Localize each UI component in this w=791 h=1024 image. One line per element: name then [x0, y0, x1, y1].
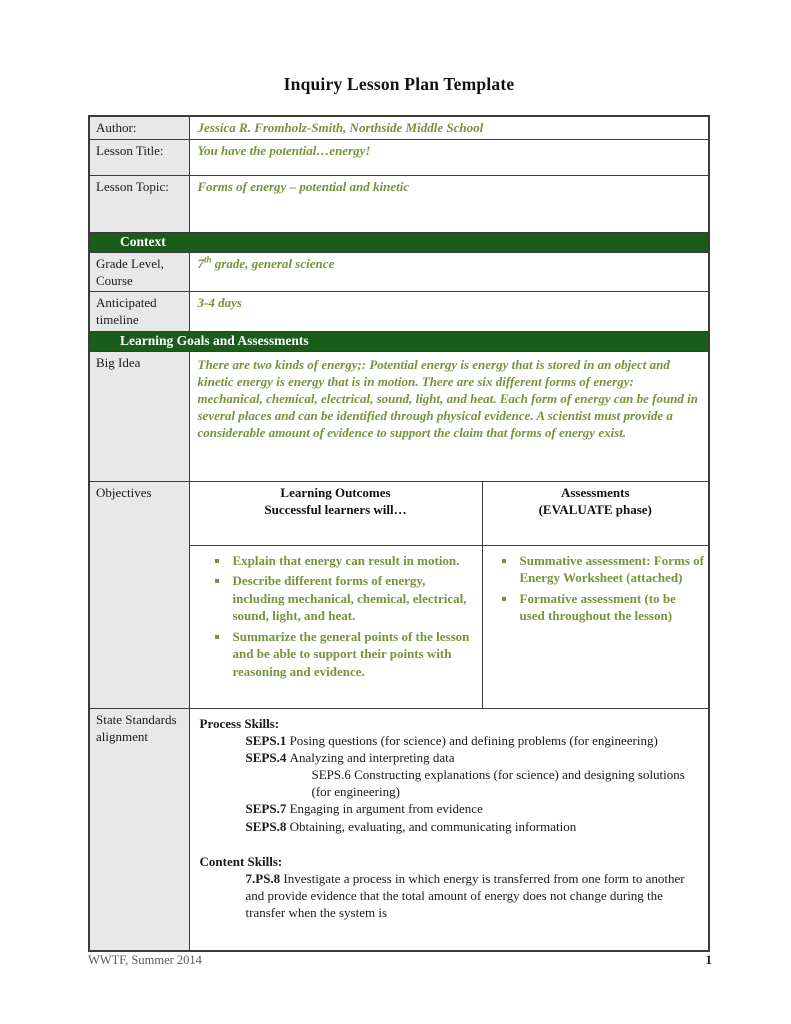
state-standards-label: State Standards alignment: [89, 708, 189, 951]
page-number: 1: [705, 952, 712, 967]
grade-number: 7: [197, 256, 204, 271]
standard-text: Investigate a process in which energy is transferred from one form to another and provide evidence that the total amount of energy does not change during the transfer when the system is: [245, 870, 685, 921]
context-header-text: Context: [89, 233, 709, 253]
standard-code: SEPS.7: [245, 801, 290, 817]
lesson-topic-label: Lesson Topic:: [89, 176, 189, 233]
timeline-row: [89, 292, 709, 331]
author-row: [89, 116, 709, 140]
lesson-plan-table: [88, 115, 710, 952]
learning-outcomes-subtitle: Successful learners will…: [264, 501, 407, 517]
objectives-nested-table: [190, 482, 709, 708]
lesson-title-label: Lesson Title:: [89, 140, 189, 176]
standard-text: Engaging in argument from evidence: [289, 801, 483, 817]
standard-item: [200, 818, 699, 835]
objectives-row: [89, 481, 709, 708]
learning-outcomes-list-cell: [190, 546, 483, 708]
grade-level-value: [189, 253, 709, 292]
lesson-topic-row: [89, 176, 709, 233]
assessments-subtitle: (EVALUATE phase): [538, 501, 652, 517]
list-item: ▪ Describe different forms of energy, including mechanical, chemical, electrical, sound, light, and heat.: [230, 572, 478, 625]
assessments-list-cell: [483, 546, 709, 708]
standard-item: [200, 749, 699, 766]
state-standards-row: [89, 708, 709, 951]
author-value: Jessica R. Fromholz-Smith, Northside Middle School: [189, 116, 709, 140]
standard-item: [200, 800, 699, 817]
standard-text: SEPS.6 Constructing explanations (for science) and designing solutions (for engineering): [311, 767, 685, 800]
standard-text: Obtaining, evaluating, and communicating information: [289, 818, 577, 834]
big-idea-row: [89, 351, 709, 481]
spacer: [200, 835, 699, 853]
process-skills-title: Process Skills:: [199, 715, 280, 731]
standard-item: [200, 766, 699, 800]
list-item: ▪ Formative assessment (to be used throughout the lesson): [517, 590, 705, 625]
standard-code: SEPS.1: [245, 732, 290, 748]
standard-item: [200, 870, 699, 921]
lesson-title-row: [89, 140, 709, 176]
context-section-header: [89, 233, 709, 253]
goals-section-header: [89, 331, 709, 351]
standard-code: SEPS.8: [245, 818, 290, 834]
big-idea-label: Big Idea: [89, 351, 189, 481]
list-item: ▪ Summative assessment: Forms of Energy Worksheet (attached): [517, 552, 705, 587]
list-item: ▪ Summarize the general points of the lesson and be able to support their points with reasoning and evidence.: [230, 628, 478, 681]
grade-ordinal-suffix: th: [204, 254, 212, 265]
goals-header-text: Learning Goals and Assessments: [89, 331, 709, 351]
standard-item: [200, 732, 699, 749]
lesson-topic-value: Forms of energy – potential and kinetic: [189, 176, 709, 233]
assessments-header: [483, 482, 709, 546]
timeline-label: Anticipated timeline: [89, 292, 189, 331]
list-item: ▪ Explain that energy can result in motion.: [230, 552, 478, 570]
learning-outcomes-title: Learning Outcomes: [280, 484, 391, 500]
big-idea-value: There are two kinds of energy;: Potential energy is energy that is stored in an object and kinetic energy is energy that is in motion. There are six different forms of energy: mechanical, chemical, electrical, sound, light, and heat. Each form of energy can be found in several places and can be identified through physical evidence. A scientist must provide a considerable amount of evidence to support the claim that forms of energy exist.: [189, 351, 709, 481]
timeline-value: 3-4 days: [189, 292, 709, 331]
page-title: Inquiry Lesson Plan Template: [283, 74, 515, 94]
grade-level-row: [89, 253, 709, 292]
footer-text: WWTF, Summer 2014: [88, 953, 202, 967]
learning-outcomes-header: [190, 482, 483, 546]
objectives-content: [189, 481, 709, 708]
objectives-label: Objectives: [89, 481, 189, 708]
grade-text: grade, general science: [211, 256, 335, 271]
assessments-list: [487, 552, 705, 625]
standard-text: Analyzing and interpreting data: [289, 749, 455, 765]
standard-code: SEPS.4: [245, 749, 290, 765]
learning-outcomes-list: [194, 552, 478, 681]
page-footer: [88, 952, 712, 968]
standard-code: 7.PS.8: [245, 870, 284, 886]
content-skills-title: Content Skills:: [199, 853, 283, 869]
grade-level-label: Grade Level, Course: [89, 253, 189, 292]
assessments-title: Assessments: [560, 484, 630, 500]
standard-text: Posing questions (for science) and defining problems (for engineering): [289, 732, 658, 748]
lesson-title-value: You have the potential…energy!: [189, 140, 709, 176]
state-standards-content: [189, 708, 709, 951]
author-label: Author:: [89, 116, 189, 140]
